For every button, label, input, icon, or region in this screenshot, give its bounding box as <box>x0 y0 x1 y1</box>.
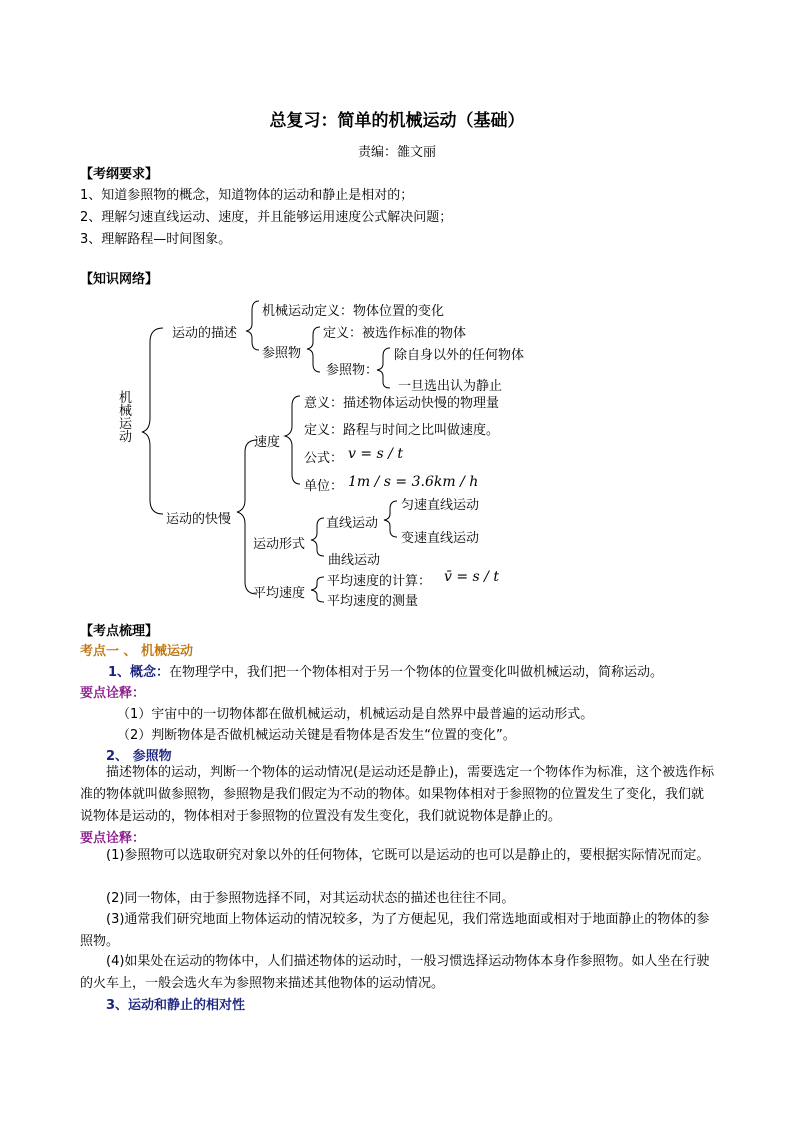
forms-brace <box>311 518 324 556</box>
desc-brace <box>246 301 259 350</box>
speed-formula: v = s / t <box>348 446 403 462</box>
requirement-item: 2、理解匀速直线运动、速度，并且能够运用速度公式解决问题； <box>80 210 453 225</box>
average-speed-calc: 平均速度的计算： <box>327 574 432 589</box>
speed-unit: 1m / s = 3.6km / h <box>348 474 479 490</box>
reference-definition: 定义：被选作标准的物体 <box>323 326 467 341</box>
requirement-item: 1、知道参照物的概念，知道物体的运动和静止是相对的； <box>80 188 414 203</box>
reference-option-1: 除自身以外的任何物体 <box>394 348 525 363</box>
speed-definition: 定义：路程与时间之比叫做速度。 <box>304 423 500 438</box>
root-label: 机械运动 <box>119 391 133 445</box>
motion-forms-label: 运动形式 <box>253 537 306 552</box>
average-speed-formula: v̄ = s / t <box>444 569 499 585</box>
page-title: 总复习：简单的机械运动（基础） <box>269 111 525 131</box>
reference-object-label: 参照物： <box>326 363 379 378</box>
curvilinear-motion: 曲线运动 <box>328 553 381 568</box>
reference-option-2: 一旦选出认为静止 <box>398 379 503 394</box>
variable-linear-motion: 变速直线运动 <box>401 531 480 546</box>
average-speed-label: 平均速度 <box>253 586 306 601</box>
key-point-item: （2）判断物体是否做机械运动关键是看物体是否发生“位置的变化”。 <box>117 728 516 743</box>
key-points-heading: 要点诠释： <box>80 831 146 846</box>
unit-label: 单位： <box>304 479 344 494</box>
formula-label: 公式： <box>304 451 344 466</box>
speed-group-brace <box>237 440 257 594</box>
reference-label: 参照物 <box>262 346 302 361</box>
speed-group-label: 运动的快慢 <box>166 512 232 527</box>
points-heading: 【考点梳理】 <box>80 624 159 639</box>
ref-brace <box>307 327 320 372</box>
reference-heading: 2、 参照物 <box>106 749 172 764</box>
concept-label: 1、概念： <box>108 665 170 680</box>
average-speed-measure: 平均速度的测量 <box>327 594 419 609</box>
key-point-item: （1）宇宙中的一切物体都在做机械运动，机械运动是自然界中最普遍的运动形式。 <box>117 707 594 722</box>
reference-paragraph: 描述物体的运动，判断一个物体的运动情况(是运动还是静止)，需要选定一个物体作为标准，这个被选作标准的物体就叫做参照物，参照物是我们假定为不动的物体。如果物体相对于参照物的位置发生了变化，我们就说物体是运动的，物体相对于参照物的位置没有发生变化，我们就说物体是静止的。 <box>80 765 715 824</box>
requirement-item: 3、理解路程—时间图象。 <box>80 232 232 247</box>
concept-text: 在物理学中，我们把一个物体相对于另一个物体的位置变化叫做机械运动，简称运动。 <box>169 665 664 680</box>
key-point-item: (2)同一物体，由于参照物选择不同，对其运动状态的描述也往往不同。 <box>106 891 515 906</box>
key-point-item: (4)如果处在运动的物体中，人们描述物体的运动时，一般习惯选择运动物体本身作参照物。如人坐在行驶的火车上，一般会选火车为参照物来描述其他物体的运动情况。 <box>80 954 710 991</box>
ref-object-brace <box>377 348 390 388</box>
motion-definition: 机械运动定义：物体位置的变化 <box>262 304 445 319</box>
concept-line <box>108 661 663 680</box>
network-heading: 【知识网络】 <box>80 272 159 287</box>
speed-label: 速度 <box>254 435 281 450</box>
key-point-item: (1)参照物可以选取研究对象以外的任何物体，它既可以是运动的也可以是静止的，要根据实际情况而定。 <box>106 848 710 863</box>
desc-label: 运动的描述 <box>172 326 238 341</box>
speed-meaning: 意义：描述物体运动快慢的物理量 <box>304 396 500 411</box>
key-point-item: (3)通常我们研究地面上物体运动的情况较多，为了方便起见，我们常选地面或相对于地面静止的物体的参照物。 <box>80 912 710 949</box>
relativity-heading: 3、运动和静止的相对性 <box>106 998 246 1013</box>
speed-brace <box>285 396 300 484</box>
requirements-heading: 【考纲要求】 <box>80 167 159 182</box>
linear-motion-label: 直线运动 <box>326 516 379 531</box>
linear-brace <box>384 501 397 537</box>
avg-brace <box>311 577 324 602</box>
editor-line: 责编：雒文丽 <box>357 145 436 160</box>
uniform-linear-motion: 匀速直线运动 <box>401 498 480 513</box>
key-points-heading: 要点诠释： <box>80 686 146 701</box>
topic-1-heading: 考点一 、 机械运动 <box>80 644 194 659</box>
root-brace <box>142 328 163 514</box>
